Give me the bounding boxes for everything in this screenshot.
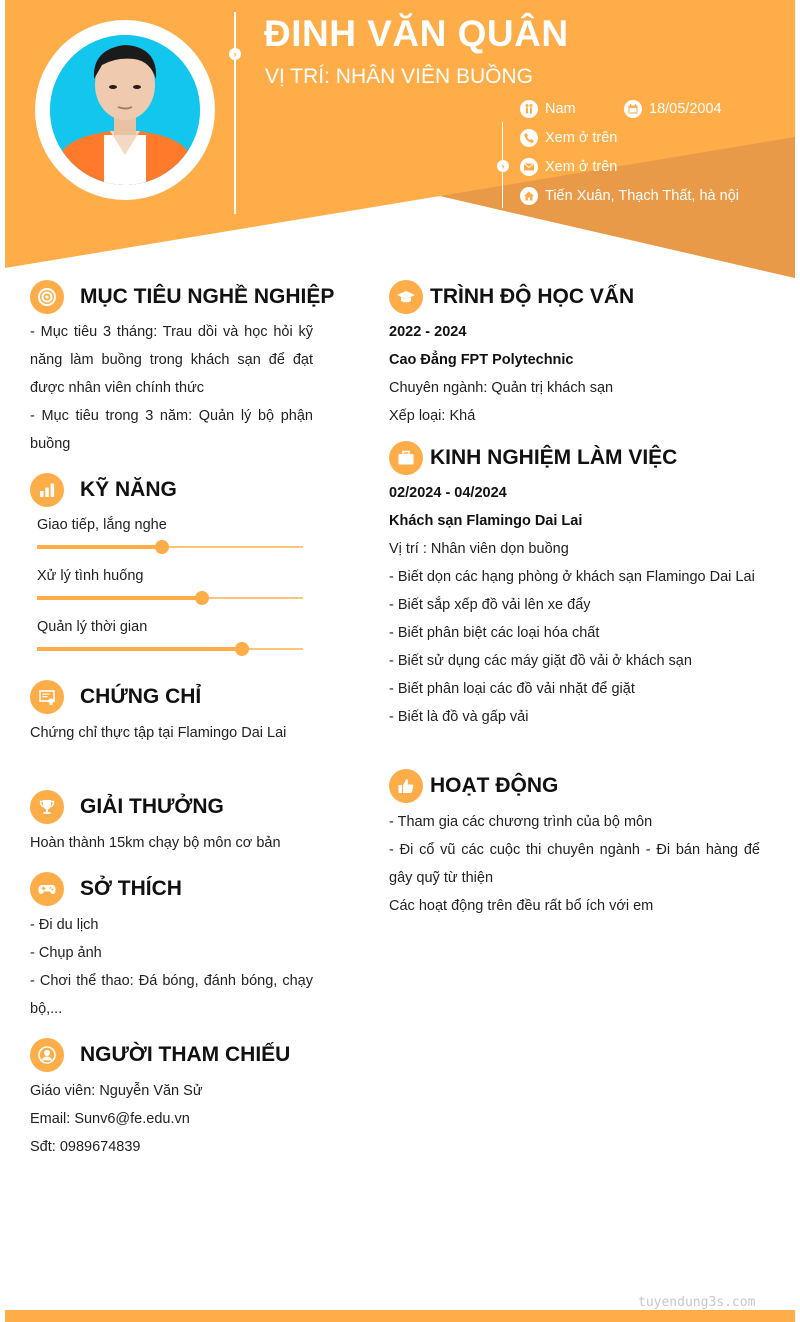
career-goal-title: MỤC TIÊU NGHỀ NGHIỆP xyxy=(80,285,335,308)
career-goal-content xyxy=(30,318,313,458)
hobbies-content xyxy=(30,911,313,1023)
education-grade: Xếp loại: Khá xyxy=(389,408,476,424)
activity-line: Các hoạt động trên đều rất bổ ích với em xyxy=(389,898,654,914)
experience-company: Khách sạn Flamingo Dai Lai xyxy=(389,513,583,529)
trophy-icon xyxy=(30,790,64,824)
birthdate-value: 18/05/2004 xyxy=(649,101,722,117)
certificates-content xyxy=(30,719,320,747)
activities-content xyxy=(389,808,760,920)
thumbs-up-icon xyxy=(389,769,423,803)
certificate-icon xyxy=(30,680,64,714)
skill-bar-knob xyxy=(195,591,209,605)
graduation-cap-icon xyxy=(389,280,423,314)
skills-header xyxy=(30,473,177,507)
experience-line: - Biết dọn các hạng phòng ở khách sạn Flamingo Dai Lai xyxy=(389,569,755,585)
avatar xyxy=(50,35,200,185)
education-title: TRÌNH ĐỘ HỌC VẤN xyxy=(430,285,635,308)
career-goal-line: - Mục tiêu 3 tháng: Trau dồi và học hỏi kỹ năng làm buồng trong khách sạn để đạt được nhân viên chính thức xyxy=(30,324,313,396)
awards-header xyxy=(30,790,224,824)
contact-dot-icon: › xyxy=(497,160,509,172)
hobbies-header xyxy=(30,872,182,906)
career-goal-line: - Mục tiêu trong 3 năm: Quản lý bộ phận buồng xyxy=(30,408,313,452)
timeline-dot-icon: › xyxy=(229,48,241,60)
skill-bar-fill xyxy=(37,647,242,651)
certificate-item: Chứng chỉ thực tập tại Flamingo Dai Lai xyxy=(30,725,287,741)
experience-line: - Biết sắp xếp đồ vải lên xe đẩy xyxy=(389,597,591,613)
email-value[interactable]: Xem ở trên xyxy=(545,159,618,175)
skill-bar xyxy=(37,597,303,599)
watermark: tuyendung3s.com xyxy=(638,1295,756,1310)
awards-title: GIẢI THƯỞNG xyxy=(80,795,224,818)
birthdate-row xyxy=(624,100,722,118)
skills-title: KỸ NĂNG xyxy=(80,478,177,501)
award-item: Hoàn thành 15km chạy bộ môn cơ bản xyxy=(30,835,281,851)
gender-value: Nam xyxy=(545,101,576,117)
user-icon xyxy=(30,1038,64,1072)
reference-line: Giáo viên: Nguyễn Văn Sử xyxy=(30,1083,203,1099)
header-timeline-line xyxy=(234,12,236,214)
certificates-header xyxy=(30,680,201,714)
reference-line[interactable]: Email: Sunv6@fe.edu.vn xyxy=(30,1111,190,1127)
experience-period: 02/2024 - 04/2024 xyxy=(389,485,507,501)
education-school: Cao Đẳng FPT Polytechnic xyxy=(389,352,574,368)
skill-bar xyxy=(37,648,303,650)
address-value: Tiến Xuân, Thạch Thất, hà nội xyxy=(545,188,740,204)
references-content xyxy=(30,1077,320,1161)
email-row xyxy=(520,158,617,176)
activity-line: - Tham gia các chương trình của bộ môn xyxy=(389,814,653,830)
certificates-title: CHỨNG CHỈ xyxy=(80,685,202,708)
skill-bar-knob xyxy=(235,642,249,656)
experience-line: Vị trí : Nhân viên dọn buồng xyxy=(389,541,569,557)
address-row xyxy=(520,187,739,205)
skill-bar-fill xyxy=(37,545,162,549)
candidate-position: VỊ TRÍ: NHÂN VIÊN BUỒNG xyxy=(265,65,533,88)
activities-title: HOẠT ĐỘNG xyxy=(430,774,559,797)
skill-label: Quản lý thời gian xyxy=(37,619,148,635)
hobby-item: - Chụp ảnh xyxy=(30,945,102,961)
gamepad-icon xyxy=(30,872,64,906)
phone-icon xyxy=(520,129,538,147)
skill-bar-knob xyxy=(155,540,169,554)
activity-line: - Đi cổ vũ các cuộc thi chuyên ngành - Đi bán hàng để gây quỹ từ thiện xyxy=(389,842,760,886)
candidate-name: ĐINH VĂN QUÂN xyxy=(264,13,569,54)
home-icon xyxy=(520,187,538,205)
skill-label: Giao tiếp, lắng nghe xyxy=(37,517,167,533)
experience-line: - Biết là đồ và gấp vải xyxy=(389,709,529,725)
gender-icon xyxy=(520,100,538,118)
experience-line: - Biết sử dụng các máy giặt đồ vải ở khách sạn xyxy=(389,653,692,669)
target-icon xyxy=(30,280,64,314)
activities-header xyxy=(389,769,558,803)
email-icon xyxy=(520,158,538,176)
awards-content xyxy=(30,829,320,857)
footer-bar xyxy=(5,1310,795,1322)
calendar-icon xyxy=(624,100,642,118)
education-major: Chuyên ngành: Quản trị khách sạn xyxy=(389,380,614,396)
experience-content xyxy=(389,479,760,731)
experience-line: - Biết phân loại các đồ vải nhặt để giặt xyxy=(389,681,635,697)
skill-bar xyxy=(37,546,303,548)
hobby-item: - Chơi thể thao: Đá bóng, đánh bóng, chạy bộ,... xyxy=(30,973,313,1017)
education-period: 2022 - 2024 xyxy=(389,324,467,340)
hobby-item: - Đi du lịch xyxy=(30,917,99,933)
experience-line: - Biết phân biệt các loại hóa chất xyxy=(389,625,600,641)
gender-row xyxy=(520,100,576,118)
education-header xyxy=(389,280,634,314)
experience-header xyxy=(389,441,677,475)
hobbies-title: SỞ THÍCH xyxy=(80,877,182,900)
briefcase-icon xyxy=(389,441,423,475)
skill-label: Xử lý tình huống xyxy=(37,568,144,584)
experience-title: KINH NGHIỆM LÀM VIỆC xyxy=(430,446,678,469)
references-header xyxy=(30,1038,290,1072)
skill-bar-fill xyxy=(37,596,202,600)
bar-chart-icon xyxy=(30,473,64,507)
references-title: NGƯỜI THAM CHIẾU xyxy=(80,1043,291,1066)
education-content xyxy=(389,318,760,430)
reference-line: Sđt: 0989674839 xyxy=(30,1139,141,1155)
career-goal-header xyxy=(30,280,334,314)
phone-row xyxy=(520,129,617,147)
phone-value[interactable]: Xem ở trên xyxy=(545,130,618,146)
